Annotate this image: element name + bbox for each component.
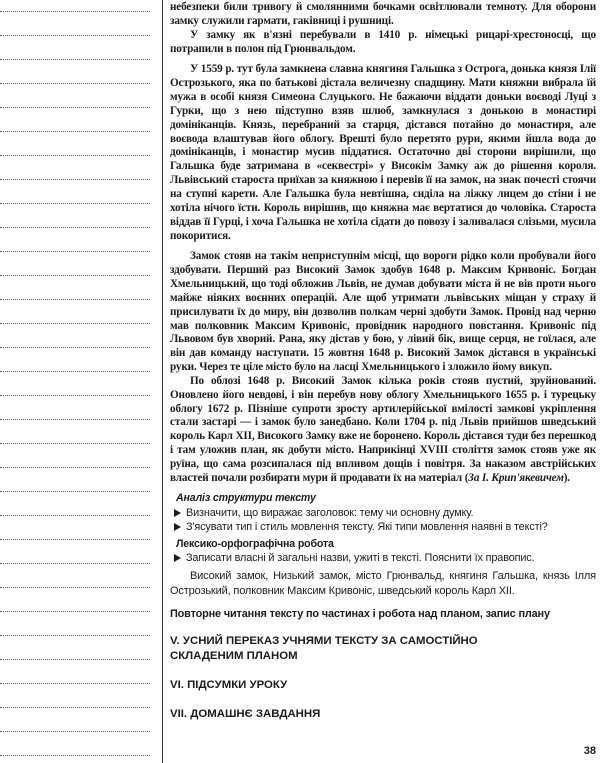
note-line [0, 395, 150, 396]
task-item [170, 506, 596, 520]
note-line [0, 371, 150, 372]
paragraph: небезпеки били тривогу й смолянними бочками освітлювали темноту. Для оборони замку служили гармати, гаківниці і рушниці. [170, 1, 596, 27]
paragraph [170, 375, 596, 486]
task-item [170, 551, 596, 565]
source-citation: За І. Крип'якевичем [468, 471, 564, 484]
triangle-bullet-icon [174, 523, 181, 531]
note-line [0, 491, 150, 492]
note-line [0, 539, 150, 540]
note-line [0, 59, 150, 60]
page-content [170, 1, 596, 722]
task-text: З'ясувати тип і стиль мовлення тексту. Які типи мовлення наявні в тексті? [186, 520, 548, 533]
note-line [0, 635, 150, 636]
note-line [0, 587, 150, 588]
note-line [0, 563, 150, 564]
note-line [0, 299, 150, 300]
note-line [0, 443, 150, 444]
page-number: 38 [583, 745, 596, 757]
section-vi-heading: VI. ПІДСУМКИ УРОКУ [170, 678, 288, 691]
note-line [0, 131, 150, 132]
note-line [0, 611, 150, 612]
task-item [170, 520, 596, 534]
note-line [0, 731, 150, 732]
paragraph: Замок стояв на такім неприступнім місці, що вороги рідко коли пробували його здобувати. Перший раз Високий Замок здобув 1648 р. Максим Кривоніс. Богдан Хмельницький, що тоді обложив Львів, не думав добувати міста й не вів проти нього майже ніяких воєнних операцій. Але щоб утримати львівських міщан у страху й присилувати їх до миру, він дозволив полкам черні здобути Замок. Провід над черню мав полковник Максим Кривоніс, провідник народного повстання. Кривоніс під Львовом був хворий. Рана, яку дістав у бою, у лівий бік, вище серця, не гоїлася, але він дав команду наступати. 15 жовтня 1648 р. Високий Замок дістався в українські руки. Через те ціле місто було на ласці Хмельницького і зложило йому викуп. [170, 250, 596, 374]
note-line [0, 227, 150, 228]
note-line [0, 35, 150, 36]
note-line [0, 203, 150, 204]
note-line [0, 155, 150, 156]
note-line [0, 323, 150, 324]
analysis-title: Аналіз структури тексту [176, 491, 316, 504]
section-vii-heading: VII. ДОМАШНЄ ЗАВДАННЯ [170, 707, 321, 720]
section-v-heading: V. УСНИЙ ПЕРЕКАЗ УЧНЯМИ ТЕКСТУ ЗА САМОСТІЙНО [170, 634, 478, 647]
note-line [0, 467, 150, 468]
note-line [0, 755, 150, 756]
paragraph: У замку як в'язні перебували в 1410 р. німецькі рицарі-хрестоносці, що потрапили в полон під Грюнвальдом. [170, 28, 596, 55]
note-line [0, 11, 150, 12]
triangle-bullet-icon [174, 509, 181, 517]
names-list: Високий замок, Низький замок, місто Грюнвальд, княгиня Гальшка, князь Ілля Острозький, полковник Максим Кривоніс, шведський король Карл XII. [170, 570, 596, 597]
lexical-title: Лексико-орфографічна робота [176, 537, 334, 550]
paragraph-end: ). [563, 471, 570, 484]
paragraph-text: По облозі 1648 р. Високий Замок кілька років стояв пустий, зруйнований. Оновлено його невдові, і він перебув нову облогу Хмельницького 1655 р. і турецьку облогу 1672 р. Пізніше супроти зросту артилерійської вмілості замкові укріплення стали застарі — і замок було занедбано. Коли 1704 р. під Львів прийшов шведський король Карл XII, Високого Замку вже не боронено. Король дістався туди без перешкод і там уложив план, як добути місто. Наприкінці XVIII століття замок стояв уже як руїна, що сама розсипалася під впливом дощів і повітря. За наказом австрійських властей почали розбирати мури й продавати їх на матеріал ( [170, 374, 596, 484]
note-line [0, 659, 150, 660]
notes-margin [0, 0, 162, 763]
note-line [0, 251, 150, 252]
note-line [0, 179, 150, 180]
note-line [0, 347, 150, 348]
paragraph: У 1559 р. тут була замкнена славна княгиня Гальшка з Острога, донька князя Ілії Острозького, яка по батькові дістала величезну спадщину. Мати княжни вибрала їй мужа в особі князя Симеона Слуцького. Не бажаючи віддати доньки воєводі Луці з Гурки, що з нею підступно взяв шлюб, замкнулася з донькою в монастирі домініканців. Князь, перебраний за старця, дістався потайно до монастиря, але воєвода влаштував його облогу. Врешті було перетято рури, якими йшла вода до домініканців, і монастир мусив піддатися. Остаточно дві сторони вирішили, що Гальшка буде затримана в «секвестрі» у Високім Замку аж до рішення короля. Львівський староста приїхав за княжною і перевів її на замок, на знак почесті стоячи на ступні карети. Але Гальшка була невтішна, сиділа на ліжку лицем до стіни і не хотіла нічого їсти. Король вирішив, що княжна має вертатися до чоловіка. Староста віддав її Гурці, і хоча Гальшка не хотіла сідати до повозу і заливалася слізьми, мусила покоритися. [170, 63, 596, 242]
triangle-bullet-icon [174, 554, 181, 562]
task-text: Записати власні й загальні назви, ужиті в тексті. Пояснити їх правопис. [186, 552, 535, 565]
note-line [0, 275, 150, 276]
margin-divider [162, 0, 163, 763]
note-line [0, 107, 150, 108]
note-line [0, 707, 150, 708]
repeat-reading: Повторне читання тексту по частинах і робота над планом, запис плану [170, 607, 550, 620]
task-text: Визначити, що виражає заголовок: тему чи основну думку. [186, 506, 474, 519]
note-line [0, 83, 150, 84]
section-v-heading-cont: СКЛАДЕНИМ ПЛАНОМ [170, 649, 298, 662]
note-line [0, 683, 150, 684]
note-line [0, 515, 150, 516]
note-line [0, 419, 150, 420]
